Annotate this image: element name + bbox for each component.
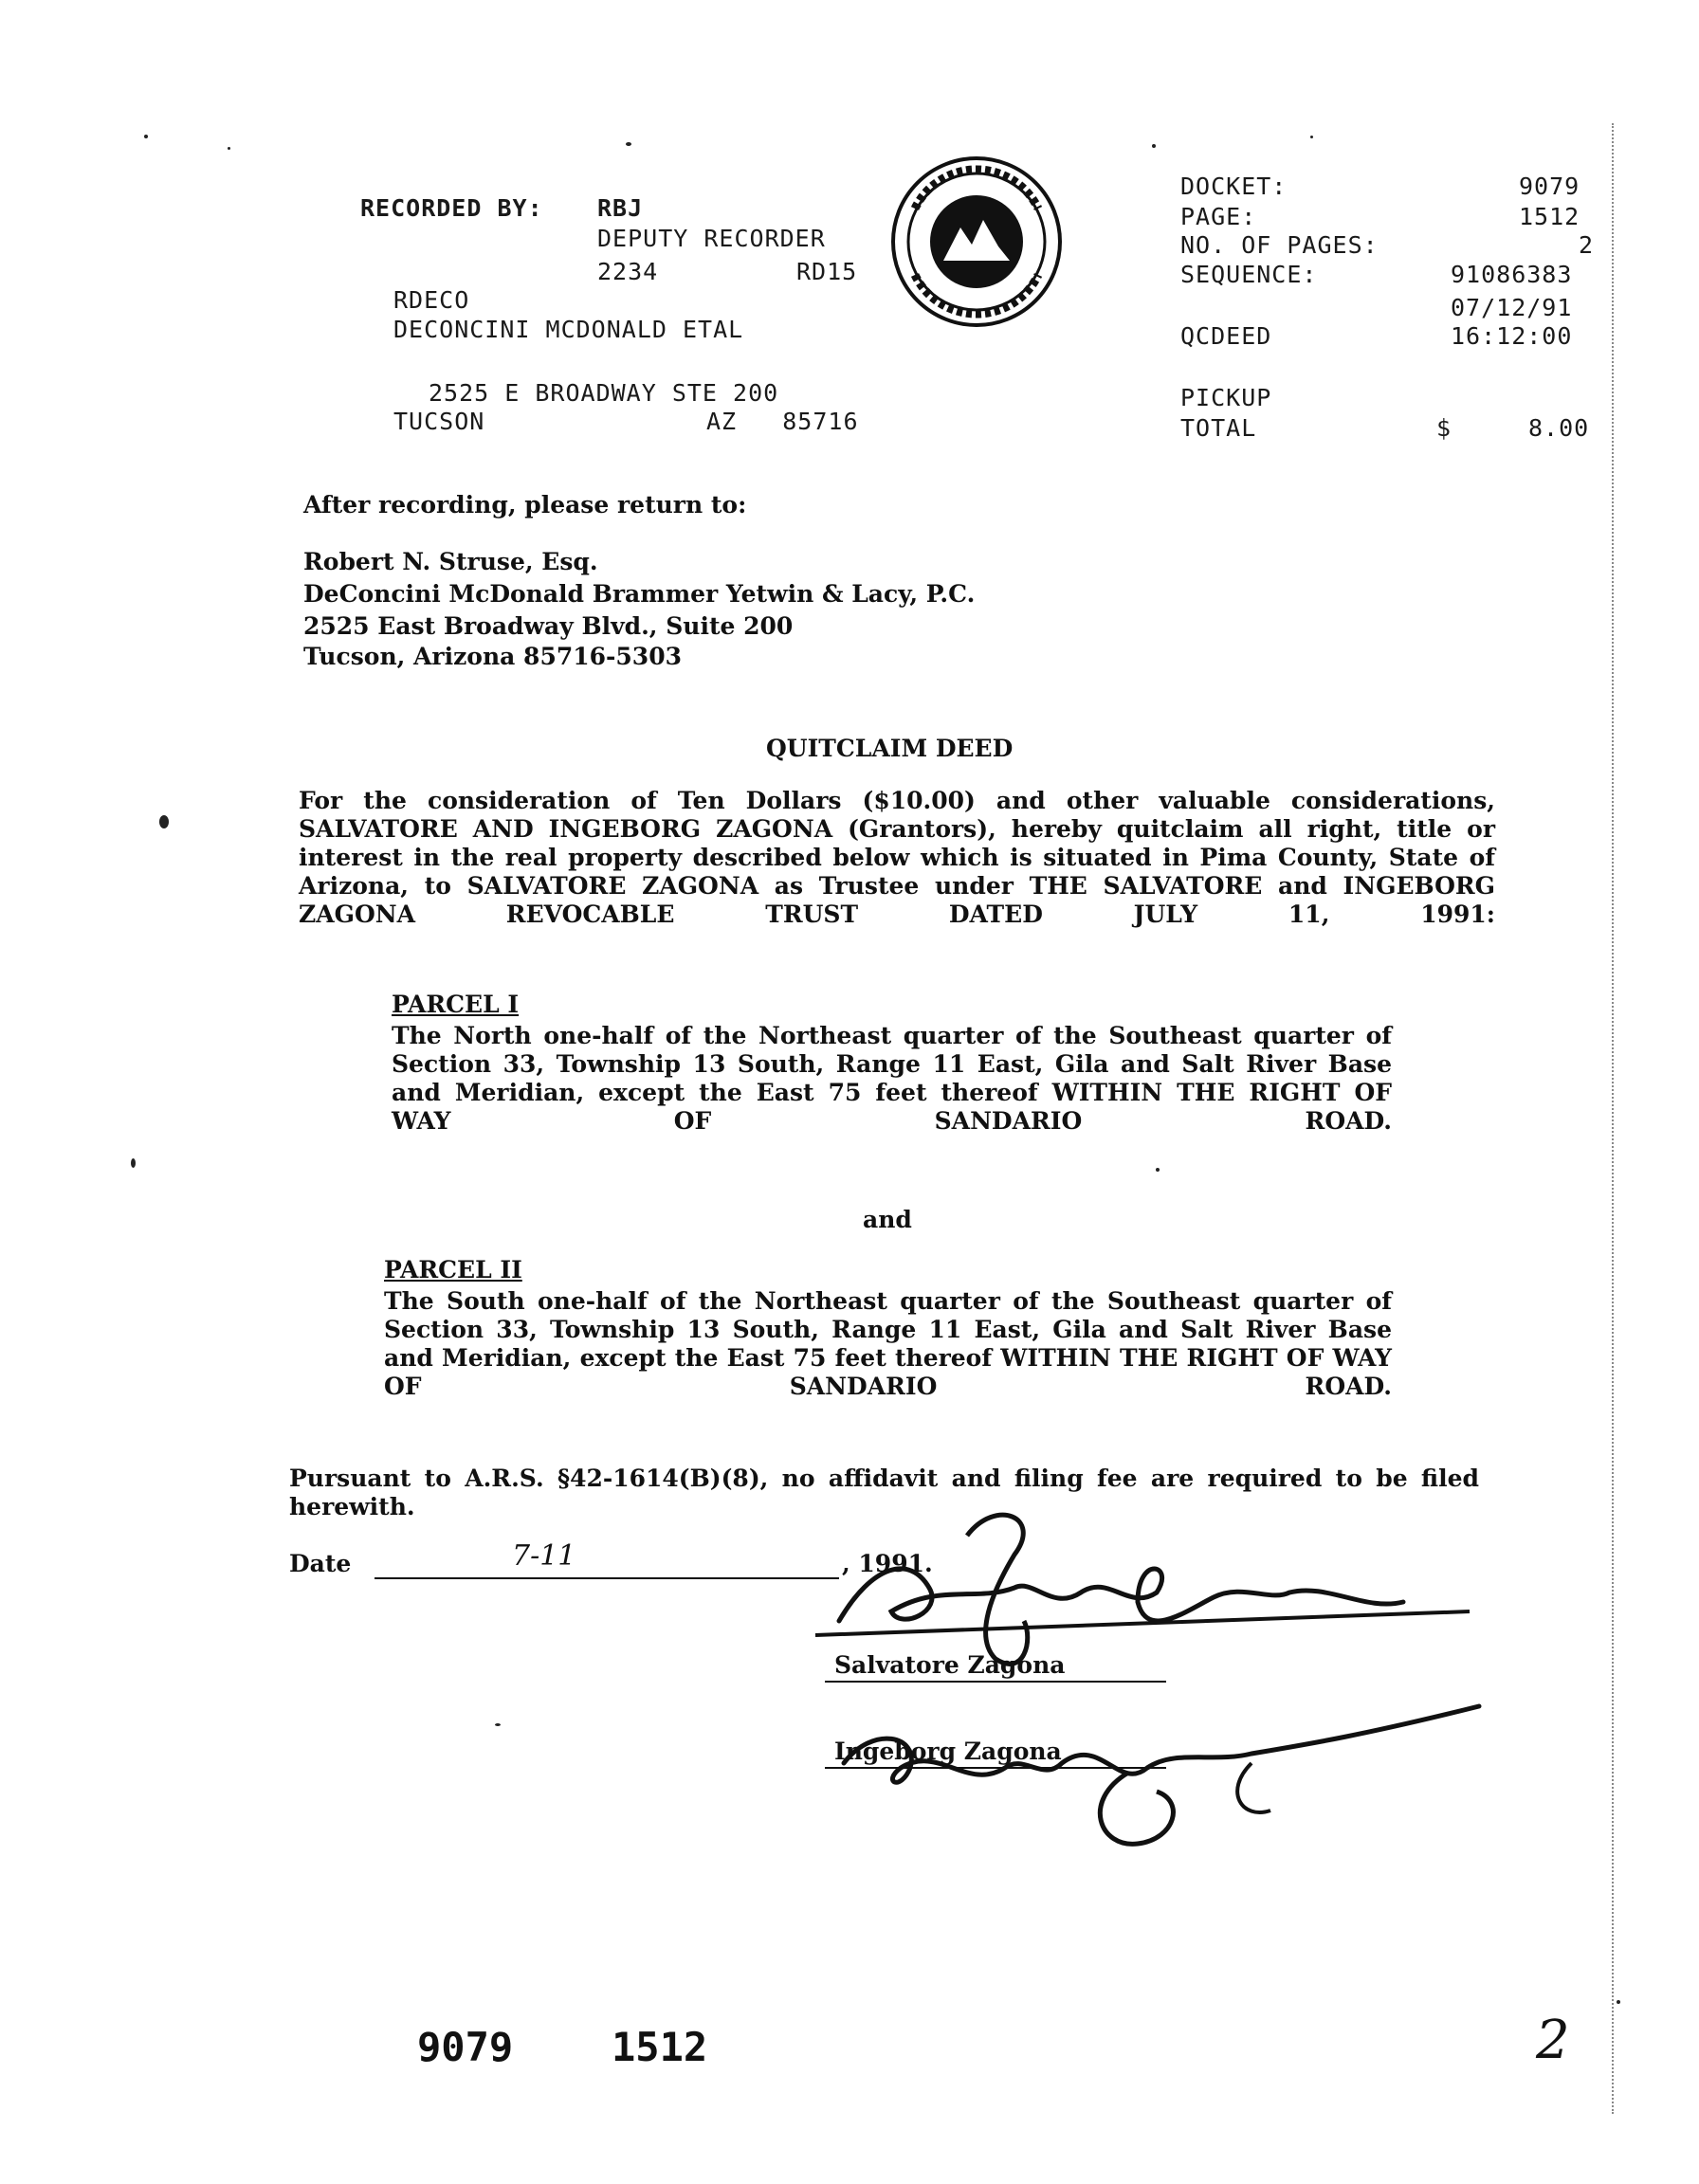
record-date: 07/12/91: [1451, 294, 1573, 321]
recorded-by-label: RECORDED BY:: [360, 194, 543, 222]
consideration-paragraph: For the consideration of Ten Dollars ($10.00) and other valuable considerations, SALVATORE AND INGEBORG ZAGONA (Grantors), hereby quitclaim all right, title or interest in the real property described below which is situated in Pima County, State of Arizona, to SALVATORE ZAGONA as Trustee under THE SALVATORE and INGEBORG ZAGONA REVOCABLE TRUST DATED JULY 11, 1991:: [299, 787, 1495, 928]
scan-speck: [495, 1723, 501, 1726]
footer-docket: 9079: [417, 2024, 514, 2070]
date-year: , 1991.: [842, 1550, 933, 1577]
scan-speck: [144, 135, 148, 138]
page-value: 1512: [1519, 203, 1580, 230]
parcel-conjunction: and: [863, 1206, 912, 1233]
filer-name: DECONCINI MCDONALD ETAL: [393, 316, 744, 343]
signer-2-line: [825, 1767, 1166, 1769]
deputy-code: RD15: [796, 258, 858, 285]
parcel-2-heading: PARCEL II: [384, 1256, 522, 1283]
date-value: 7-11: [512, 1539, 576, 1573]
pages-value: 2: [1579, 231, 1595, 259]
parcel-1-description: The North one-half of the Northeast quarter of the Southeast quarter of Section 33, Township 13 South, Range 11 East, Gila and Salt River Base and Meridian, except the East 75 feet thereof WITHIN THE RIGHT OF WAY OF SANDARIO ROAD.: [392, 1022, 1392, 1135]
sequence-label: SEQUENCE:: [1180, 261, 1318, 288]
handwritten-page-mark: 2: [1536, 2010, 1570, 2071]
return-to-line: Tucson, Arizona 85716-5303: [303, 643, 682, 670]
currency-symbol: $: [1436, 414, 1452, 442]
return-to-heading: After recording, please return to:: [303, 491, 747, 519]
signer-2-name: Ingeborg Zagona: [834, 1738, 1062, 1765]
scan-speck: [1156, 1168, 1160, 1172]
scan-speck: [1310, 136, 1313, 138]
total-label: TOTAL: [1180, 414, 1257, 442]
scan-speck: [131, 1158, 136, 1168]
docket-label: DOCKET:: [1180, 173, 1288, 200]
deed-title: QUITCLAIM DEED: [766, 735, 1014, 762]
exemption-statement: Pursuant to A.R.S. §42-1614(B)(8), no affidavit and filing fee are required to be filed herewith.: [289, 1465, 1479, 1520]
sequence-value: 91086383: [1451, 261, 1573, 288]
scan-speck: [1617, 2000, 1620, 2004]
recorded-by-value: RBJ: [597, 194, 644, 222]
parcel-1-heading: PARCEL I: [392, 991, 520, 1018]
filer-street: 2525 E BROADWAY STE 200: [429, 379, 779, 407]
signer-1-name: Salvatore Zagona: [834, 1651, 1066, 1679]
deputy-number: 2234: [597, 258, 659, 285]
scan-speck: [228, 147, 230, 150]
return-to-line: DeConcini McDonald Brammer Yetwin & Lacy, P.C.: [303, 580, 976, 608]
footer-page: 1512: [612, 2024, 708, 2070]
pages-label: NO. OF PAGES:: [1180, 231, 1379, 259]
document-type: QCDEED: [1180, 322, 1272, 350]
county-seal-icon: [886, 152, 1067, 332]
total-value: 8.00: [1528, 414, 1590, 442]
filer-state-zip: AZ 85716: [706, 408, 859, 435]
date-line: [375, 1577, 839, 1579]
scan-edge: [1612, 123, 1616, 2114]
return-to-line: 2525 East Broadway Blvd., Suite 200: [303, 612, 794, 640]
parcel-2-description: The South one-half of the Northeast quarter of the Southeast quarter of Section 33, Township 13 South, Range 11 East, Gila and Salt River Base and Meridian, except the East 75 feet thereof WITHIN THE RIGHT OF WAY OF SANDARIO ROAD.: [384, 1287, 1392, 1400]
pickup-label: PICKUP: [1180, 384, 1272, 411]
scan-speck: [626, 142, 631, 146]
scan-speck: [1152, 144, 1156, 148]
scan-speck: [159, 815, 169, 828]
record-time: 16:12:00: [1451, 322, 1573, 350]
deputy-title: DEPUTY RECORDER: [597, 225, 826, 252]
docket-value: 9079: [1519, 173, 1580, 200]
filer-code: RDECO: [393, 286, 470, 314]
page-label: PAGE:: [1180, 203, 1257, 230]
return-to-line: Robert N. Struse, Esq.: [303, 548, 598, 575]
date-label: Date: [289, 1550, 352, 1577]
filer-city: TUCSON: [393, 408, 485, 435]
